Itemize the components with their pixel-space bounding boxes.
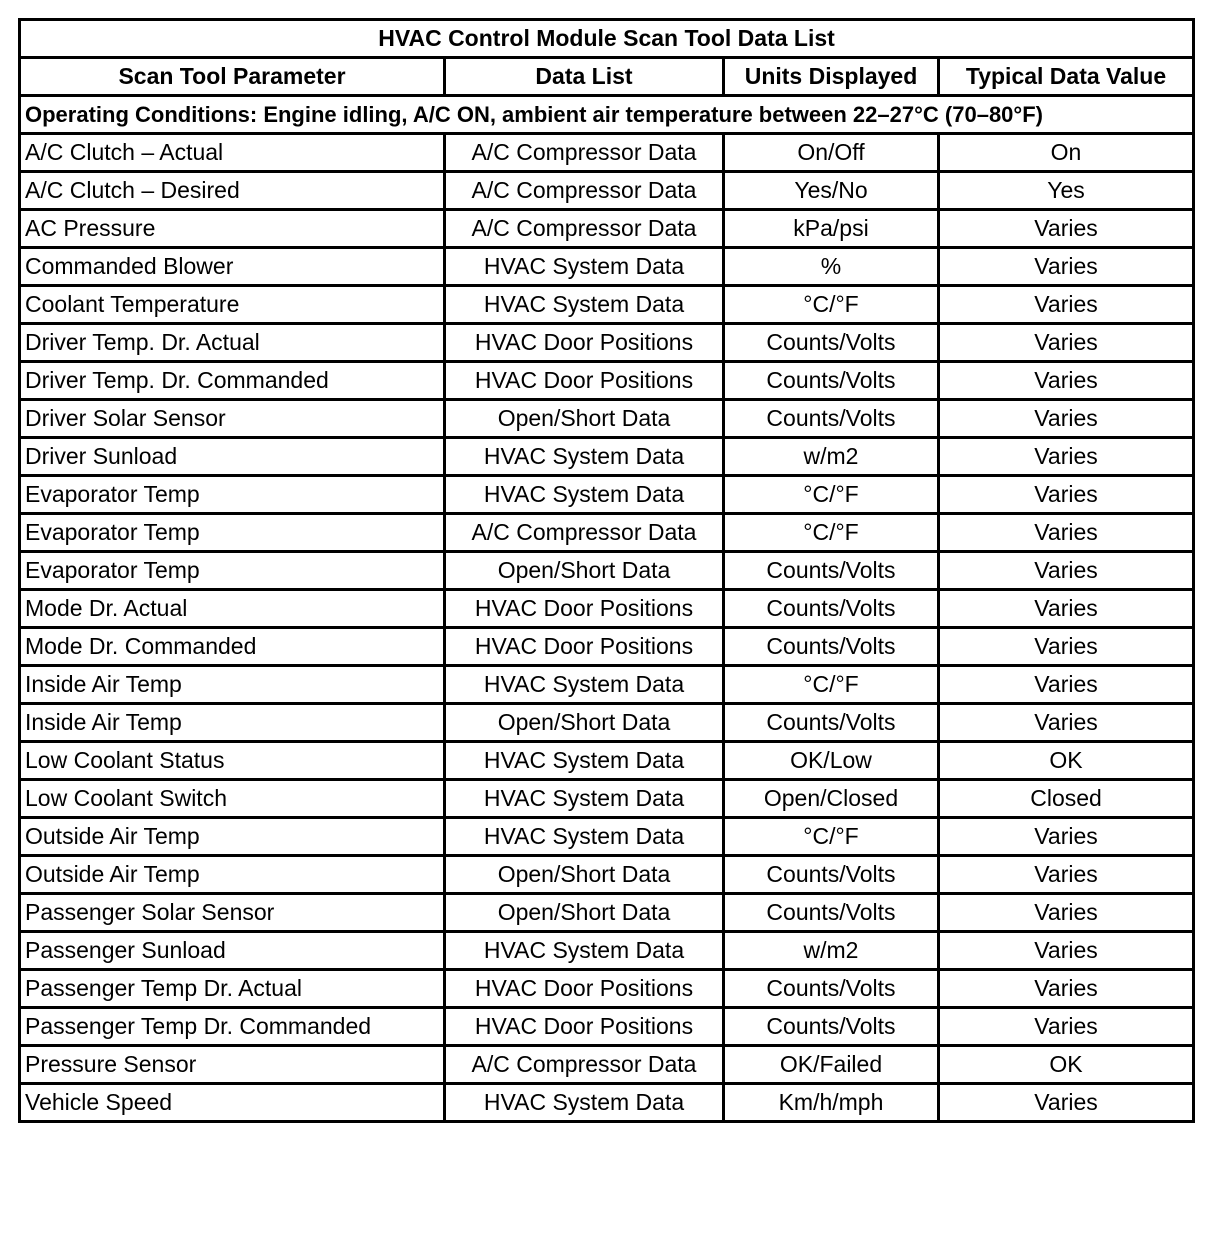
row-units: w/m2 — [724, 438, 939, 476]
row-units: °C/°F — [724, 286, 939, 324]
row-parameter: Outside Air Temp — [20, 856, 445, 894]
scan-tool-data-table — [18, 18, 1195, 1123]
row-typical-value: Yes — [939, 172, 1194, 210]
row-data-list: HVAC System Data — [445, 1084, 724, 1122]
row-data-list: A/C Compressor Data — [445, 210, 724, 248]
row-data-list: HVAC Door Positions — [445, 970, 724, 1008]
row-units: Counts/Volts — [724, 894, 939, 932]
row-parameter: Inside Air Temp — [20, 666, 445, 704]
row-typical-value: OK — [939, 1046, 1194, 1084]
row-parameter: Mode Dr. Commanded — [20, 628, 445, 666]
row-parameter: Passenger Temp Dr. Actual — [20, 970, 445, 1008]
row-typical-value: Varies — [939, 666, 1194, 704]
row-data-list: Open/Short Data — [445, 552, 724, 590]
row-parameter: Passenger Temp Dr. Commanded — [20, 1008, 445, 1046]
header-row — [20, 58, 1194, 96]
row-parameter: Outside Air Temp — [20, 818, 445, 856]
row-data-list: HVAC Door Positions — [445, 628, 724, 666]
row-units: Counts/Volts — [724, 856, 939, 894]
row-typical-value: Varies — [939, 400, 1194, 438]
row-parameter: Low Coolant Status — [20, 742, 445, 780]
table-row — [20, 438, 1194, 476]
row-units: °C/°F — [724, 476, 939, 514]
row-parameter: Driver Sunload — [20, 438, 445, 476]
row-parameter: A/C Clutch – Desired — [20, 172, 445, 210]
row-typical-value: Varies — [939, 1084, 1194, 1122]
row-units: Counts/Volts — [724, 970, 939, 1008]
row-units: w/m2 — [724, 932, 939, 970]
row-parameter: Driver Temp. Dr. Actual — [20, 324, 445, 362]
table-row — [20, 628, 1194, 666]
header-units: Units Displayed — [724, 58, 939, 96]
row-data-list: A/C Compressor Data — [445, 1046, 724, 1084]
row-units: °C/°F — [724, 666, 939, 704]
row-units: % — [724, 248, 939, 286]
table-row — [20, 400, 1194, 438]
row-units: Counts/Volts — [724, 704, 939, 742]
row-data-list: HVAC Door Positions — [445, 1008, 724, 1046]
table-row — [20, 704, 1194, 742]
row-parameter: Evaporator Temp — [20, 552, 445, 590]
row-parameter: A/C Clutch – Actual — [20, 134, 445, 172]
table-row — [20, 248, 1194, 286]
row-units: On/Off — [724, 134, 939, 172]
row-parameter: Vehicle Speed — [20, 1084, 445, 1122]
row-data-list: HVAC Door Positions — [445, 590, 724, 628]
table-row — [20, 818, 1194, 856]
row-data-list: Open/Short Data — [445, 894, 724, 932]
table-row — [20, 286, 1194, 324]
row-typical-value: Varies — [939, 628, 1194, 666]
table-row — [20, 1008, 1194, 1046]
row-typical-value: Varies — [939, 590, 1194, 628]
row-typical-value: Varies — [939, 286, 1194, 324]
table-row — [20, 324, 1194, 362]
row-units: Counts/Volts — [724, 362, 939, 400]
row-parameter: Passenger Sunload — [20, 932, 445, 970]
table-row — [20, 552, 1194, 590]
operating-conditions: Operating Conditions: Engine idling, A/C ON, ambient air temperature between 22–27°C (70–80°F) — [20, 96, 1194, 134]
row-data-list: HVAC System Data — [445, 742, 724, 780]
row-typical-value: Varies — [939, 818, 1194, 856]
conditions-row — [20, 96, 1194, 134]
row-data-list: HVAC Door Positions — [445, 362, 724, 400]
header-param: Scan Tool Parameter — [20, 58, 445, 96]
table-row — [20, 1084, 1194, 1122]
table-row — [20, 1046, 1194, 1084]
row-units: Counts/Volts — [724, 590, 939, 628]
row-units: °C/°F — [724, 514, 939, 552]
row-data-list: A/C Compressor Data — [445, 172, 724, 210]
row-typical-value: Varies — [939, 932, 1194, 970]
table-row — [20, 476, 1194, 514]
row-units: Open/Closed — [724, 780, 939, 818]
row-parameter: Commanded Blower — [20, 248, 445, 286]
row-typical-value: Varies — [939, 210, 1194, 248]
row-typical-value: OK — [939, 742, 1194, 780]
table-row — [20, 172, 1194, 210]
row-units: Counts/Volts — [724, 400, 939, 438]
row-typical-value: Varies — [939, 704, 1194, 742]
table-title: HVAC Control Module Scan Tool Data List — [20, 20, 1194, 58]
table-body — [20, 134, 1194, 1122]
row-typical-value: Varies — [939, 362, 1194, 400]
row-data-list: HVAC System Data — [445, 666, 724, 704]
row-typical-value: On — [939, 134, 1194, 172]
row-data-list: Open/Short Data — [445, 704, 724, 742]
table-row — [20, 210, 1194, 248]
row-typical-value: Varies — [939, 476, 1194, 514]
row-units: °C/°F — [724, 818, 939, 856]
row-units: Counts/Volts — [724, 1008, 939, 1046]
row-data-list: A/C Compressor Data — [445, 134, 724, 172]
row-typical-value: Varies — [939, 856, 1194, 894]
row-parameter: Evaporator Temp — [20, 476, 445, 514]
header-typical-value: Typical Data Value — [939, 58, 1194, 96]
row-parameter: Low Coolant Switch — [20, 780, 445, 818]
row-units: kPa/psi — [724, 210, 939, 248]
row-typical-value: Varies — [939, 324, 1194, 362]
row-typical-value: Varies — [939, 1008, 1194, 1046]
row-units: Counts/Volts — [724, 324, 939, 362]
row-data-list: HVAC System Data — [445, 476, 724, 514]
row-units: Yes/No — [724, 172, 939, 210]
row-data-list: HVAC System Data — [445, 818, 724, 856]
row-typical-value: Varies — [939, 438, 1194, 476]
row-typical-value: Varies — [939, 514, 1194, 552]
row-units: Counts/Volts — [724, 552, 939, 590]
table-row — [20, 780, 1194, 818]
table-row — [20, 894, 1194, 932]
row-data-list: A/C Compressor Data — [445, 514, 724, 552]
row-data-list: HVAC System Data — [445, 248, 724, 286]
row-data-list: HVAC System Data — [445, 286, 724, 324]
row-parameter: Pressure Sensor — [20, 1046, 445, 1084]
row-data-list: Open/Short Data — [445, 400, 724, 438]
table-row — [20, 970, 1194, 1008]
row-units: Counts/Volts — [724, 628, 939, 666]
row-typical-value: Varies — [939, 970, 1194, 1008]
row-units: OK/Failed — [724, 1046, 939, 1084]
row-parameter: Coolant Temperature — [20, 286, 445, 324]
table-row — [20, 856, 1194, 894]
table-row — [20, 666, 1194, 704]
header-data-list: Data List — [445, 58, 724, 96]
row-typical-value: Closed — [939, 780, 1194, 818]
row-data-list: HVAC System Data — [445, 780, 724, 818]
row-parameter: Inside Air Temp — [20, 704, 445, 742]
title-row — [20, 20, 1194, 58]
row-typical-value: Varies — [939, 552, 1194, 590]
table-row — [20, 932, 1194, 970]
table-row — [20, 514, 1194, 552]
row-parameter: Driver Temp. Dr. Commanded — [20, 362, 445, 400]
row-data-list: HVAC System Data — [445, 932, 724, 970]
table-row — [20, 742, 1194, 780]
row-data-list: Open/Short Data — [445, 856, 724, 894]
row-parameter: Evaporator Temp — [20, 514, 445, 552]
row-units: Km/h/mph — [724, 1084, 939, 1122]
row-parameter: Passenger Solar Sensor — [20, 894, 445, 932]
row-data-list: HVAC System Data — [445, 438, 724, 476]
row-units: OK/Low — [724, 742, 939, 780]
row-parameter: Driver Solar Sensor — [20, 400, 445, 438]
row-data-list: HVAC Door Positions — [445, 324, 724, 362]
table-row — [20, 134, 1194, 172]
row-parameter: Mode Dr. Actual — [20, 590, 445, 628]
row-typical-value: Varies — [939, 248, 1194, 286]
row-typical-value: Varies — [939, 894, 1194, 932]
row-parameter: AC Pressure — [20, 210, 445, 248]
table-row — [20, 590, 1194, 628]
table-row — [20, 362, 1194, 400]
